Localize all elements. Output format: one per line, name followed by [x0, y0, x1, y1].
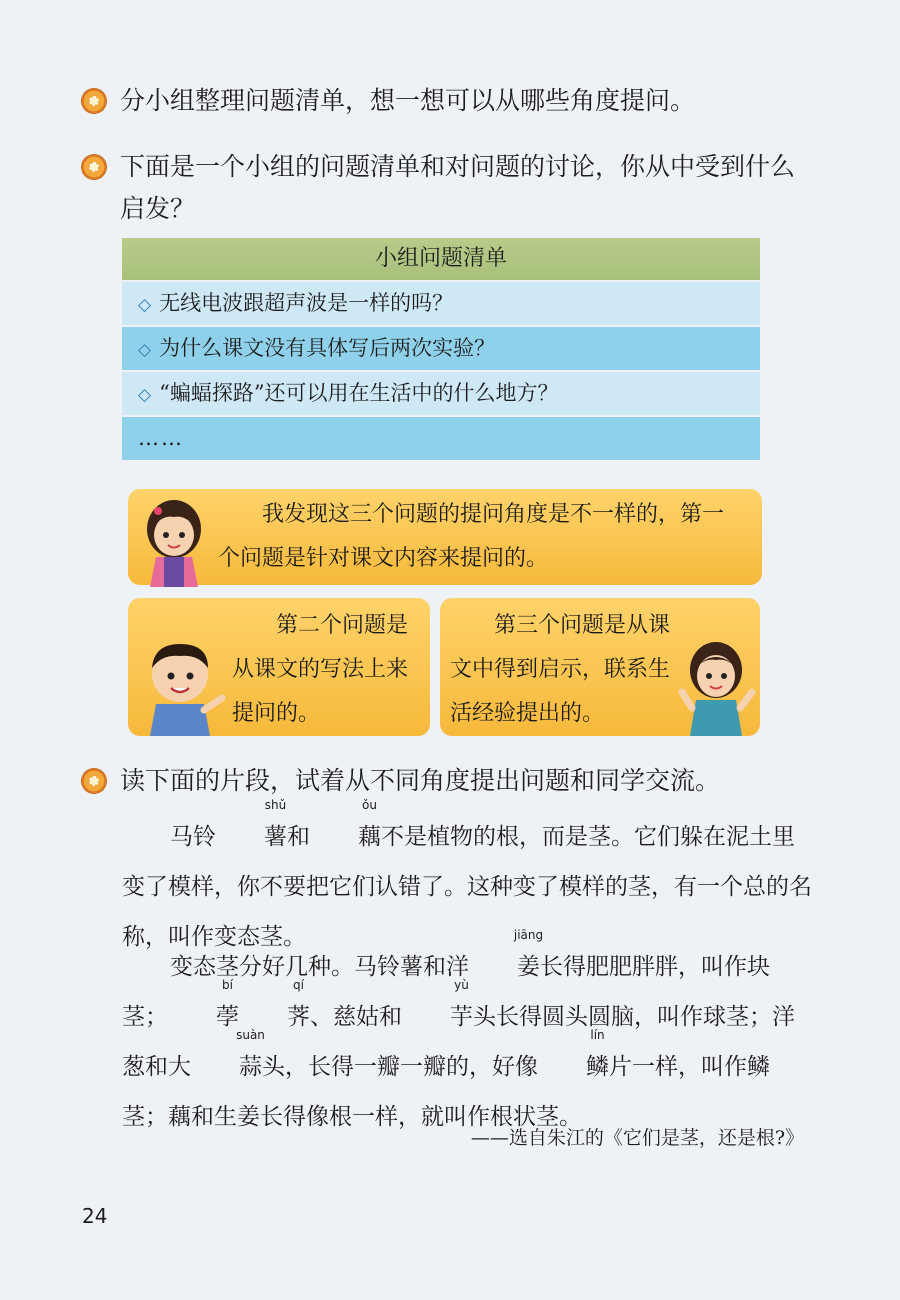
- instruction-2-text: 下面是一个小组的问题清单和对问题的讨论，你从中受到什么启发？: [120, 152, 796, 223]
- diamond-icon: ◇: [138, 340, 152, 360]
- instruction-1-text: 分小组整理问题清单，想一想可以从哪些角度提问。: [120, 86, 696, 115]
- question-item: ◇ 无线电波跟超声波是一样的吗？: [122, 282, 760, 325]
- ruby-qi: qí 荠: [287, 978, 310, 1030]
- girl-2-illustration: [678, 636, 756, 736]
- instruction-3-text: 读下面的片段，试着从不同角度提出问题和同学交流。: [120, 766, 721, 795]
- speech-bubble-boy: [128, 598, 430, 736]
- girl-speech-text: 我发现这三个问题的提问角度是不一样的，第一个问题是针对课文内容来提问的。: [218, 502, 725, 571]
- ruby-jiang: jiāng 姜: [513, 928, 544, 980]
- passage-paragraph-2: 变态茎分好几种。马铃薯和洋 jiāng 姜长得肥肥胖胖，叫作块茎； bí 荸 qí 荠、慈姑和 yù 芋头长得圆头圆脑，叫作球茎；洋葱和大 suàn 蒜头，长得一瓣一瓣的，好像 lín 鳞片一样，叫作鳞茎；藕和生姜长得像根一样，就叫作根状茎。: [122, 928, 795, 1130]
- page-number: 24: [82, 1204, 108, 1228]
- instruction-1: [82, 80, 802, 122]
- question-item: ◇ “蝙蝠探路”还可以用在生活中的什么地方？: [122, 372, 760, 415]
- question-list-table: [122, 238, 760, 460]
- boy-speech-text: 第二个问题是从课文的写法上来提问的。: [232, 613, 409, 726]
- diamond-icon: ◇: [138, 295, 152, 315]
- ruby-yu: yù 芋: [450, 978, 473, 1030]
- girl-2-speech-text: 第三个问题是从课文中得到启示，联系生活经验提出的。: [450, 613, 671, 726]
- flower-bullet-icon: [82, 89, 106, 113]
- diamond-icon: ◇: [138, 385, 152, 405]
- question-item-ellipsis: ……: [122, 417, 760, 460]
- speech-bubble-girl: [128, 489, 762, 585]
- question-item: ◇ 为什么课文没有具体写后两次实验？: [122, 327, 760, 370]
- boy-illustration: [140, 638, 226, 736]
- girl-illustration: [138, 495, 210, 587]
- instruction-3: [82, 760, 802, 802]
- ruby-suan: suàn 蒜: [236, 1028, 265, 1080]
- ruby-shu: shǔ 薯: [264, 798, 287, 850]
- passage-paragraph-1: 马铃 shǔ 薯和 ǒu 藕不是植物的根，而是茎。它们躲在泥土里变了模样，你不要把它们认错了。这种变了模样的茎，有一个总的名称，叫作变态茎。: [122, 798, 812, 950]
- question-list-title: 小组问题清单: [122, 238, 760, 280]
- instruction-2: [82, 146, 802, 230]
- flower-bullet-icon: [82, 155, 106, 179]
- passage-source: ——选自朱江的《它们是茎，还是根?》: [470, 1127, 804, 1149]
- flower-bullet-icon: [82, 769, 106, 793]
- ruby-lin: lín 鳞: [586, 1028, 609, 1080]
- ruby-bi: bí 荸: [216, 978, 239, 1030]
- ruby-ou: ǒu 藕: [358, 798, 381, 850]
- speech-bubble-girl-2: [440, 598, 760, 736]
